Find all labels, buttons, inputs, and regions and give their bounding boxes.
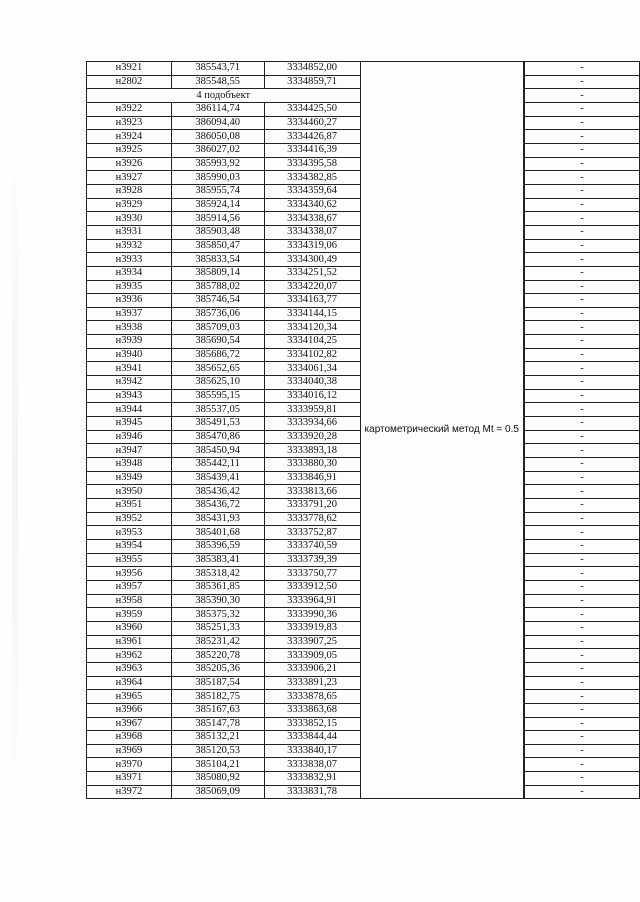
point-name-cell: н3921: [87, 62, 172, 76]
x-coordinate-cell: 385537,05: [171, 403, 264, 417]
x-coordinate-cell: 385167,63: [171, 703, 264, 717]
y-coordinate-cell: 3334220,07: [264, 280, 360, 294]
accuracy-dash-cell: -: [524, 649, 639, 663]
point-name-cell: н3972: [87, 785, 172, 799]
point-name-cell: н3938: [87, 321, 172, 335]
x-coordinate-cell: 385924,14: [171, 198, 264, 212]
point-name-cell: н3923: [87, 116, 172, 130]
accuracy-dash-cell: -: [524, 307, 639, 321]
y-coordinate-cell: 3333740,59: [264, 539, 360, 553]
x-coordinate-cell: 385470,86: [171, 430, 264, 444]
y-coordinate-cell: 3334319,06: [264, 239, 360, 253]
accuracy-dash-cell: -: [524, 731, 639, 745]
point-name-cell: н3946: [87, 430, 172, 444]
method-cell: [360, 62, 523, 799]
y-coordinate-cell: 3333907,25: [264, 635, 360, 649]
x-coordinate-cell: 385205,36: [171, 662, 264, 676]
x-coordinate-cell: 385652,65: [171, 362, 264, 376]
point-name-cell: н3970: [87, 758, 172, 772]
x-coordinate-cell: 385709,03: [171, 321, 264, 335]
point-name-cell: н3926: [87, 157, 172, 171]
x-coordinate-cell: 385788,02: [171, 280, 264, 294]
y-coordinate-cell: 3334859,71: [264, 75, 360, 89]
table-row: [87, 62, 640, 76]
point-name-cell: н3936: [87, 294, 172, 308]
accuracy-dash-cell: -: [524, 539, 639, 553]
y-coordinate-cell: 3333920,28: [264, 430, 360, 444]
point-name-cell: н3929: [87, 198, 172, 212]
y-coordinate-cell: 3334251,52: [264, 266, 360, 280]
accuracy-dash-cell: -: [524, 430, 639, 444]
accuracy-dash-cell: -: [524, 75, 639, 89]
point-name-cell: н3928: [87, 184, 172, 198]
point-name-cell: н3955: [87, 553, 172, 567]
y-coordinate-cell: 3334416,39: [264, 143, 360, 157]
point-name-cell: н3968: [87, 731, 172, 745]
accuracy-dash-cell: -: [524, 184, 639, 198]
y-coordinate-cell: 3333909,05: [264, 649, 360, 663]
x-coordinate-cell: 385187,54: [171, 676, 264, 690]
accuracy-dash-cell: -: [524, 512, 639, 526]
point-name-cell: н3956: [87, 567, 172, 581]
point-name-cell: н3930: [87, 212, 172, 226]
point-name-cell: н3959: [87, 608, 172, 622]
point-name-cell: н3935: [87, 280, 172, 294]
accuracy-dash-cell: -: [524, 444, 639, 458]
x-coordinate-cell: 385220,78: [171, 649, 264, 663]
point-name-cell: н3958: [87, 594, 172, 608]
y-coordinate-cell: 3334120,34: [264, 321, 360, 335]
point-name-cell: н3951: [87, 499, 172, 513]
y-coordinate-cell: 3334359,64: [264, 184, 360, 198]
accuracy-dash-cell: -: [524, 567, 639, 581]
y-coordinate-cell: 3333838,07: [264, 758, 360, 772]
accuracy-dash-cell: -: [524, 130, 639, 144]
accuracy-dash-cell: -: [524, 89, 639, 103]
y-coordinate-cell: 3333959,81: [264, 403, 360, 417]
point-name-cell: н3942: [87, 376, 172, 390]
point-name-cell: н3965: [87, 690, 172, 704]
x-coordinate-cell: 385431,93: [171, 512, 264, 526]
x-coordinate-cell: 385625,10: [171, 376, 264, 390]
y-coordinate-cell: 3334144,15: [264, 307, 360, 321]
point-name-cell: н3925: [87, 143, 172, 157]
x-coordinate-cell: 385543,71: [171, 62, 264, 76]
accuracy-dash-cell: -: [524, 703, 639, 717]
y-coordinate-cell: 3333846,91: [264, 471, 360, 485]
x-coordinate-cell: 385746,54: [171, 294, 264, 308]
accuracy-dash-cell: -: [524, 253, 639, 267]
x-coordinate-cell: 385069,09: [171, 785, 264, 799]
x-coordinate-cell: 385147,78: [171, 717, 264, 731]
accuracy-dash-cell: -: [524, 266, 639, 280]
y-coordinate-cell: 3334338,67: [264, 212, 360, 226]
accuracy-dash-cell: -: [524, 335, 639, 349]
point-name-cell: н3971: [87, 772, 172, 786]
point-name-cell: н3952: [87, 512, 172, 526]
point-name-cell: н3945: [87, 417, 172, 431]
accuracy-dash-cell: -: [524, 499, 639, 513]
y-coordinate-cell: 3334338,07: [264, 225, 360, 239]
point-name-cell: н3941: [87, 362, 172, 376]
x-coordinate-cell: 385390,30: [171, 594, 264, 608]
method-text: картометрический метод Mt = 0.5: [364, 424, 519, 436]
x-coordinate-cell: 386114,74: [171, 102, 264, 116]
y-coordinate-cell: 3333893,18: [264, 444, 360, 458]
accuracy-dash-cell: -: [524, 772, 639, 786]
x-coordinate-cell: 385690,54: [171, 335, 264, 349]
point-name-cell: н3933: [87, 253, 172, 267]
accuracy-dash-cell: -: [524, 621, 639, 635]
x-coordinate-cell: 385955,74: [171, 184, 264, 198]
accuracy-dash-cell: -: [524, 157, 639, 171]
x-coordinate-cell: 385231,42: [171, 635, 264, 649]
accuracy-dash-cell: -: [524, 417, 639, 431]
y-coordinate-cell: 3334040,38: [264, 376, 360, 390]
accuracy-dash-cell: -: [524, 403, 639, 417]
x-coordinate-cell: 385548,55: [171, 75, 264, 89]
y-coordinate-cell: 3333752,87: [264, 526, 360, 540]
y-coordinate-cell: 3334104,25: [264, 335, 360, 349]
y-coordinate-cell: 3333990,36: [264, 608, 360, 622]
point-name-cell: н3967: [87, 717, 172, 731]
accuracy-dash-cell: -: [524, 758, 639, 772]
accuracy-dash-cell: -: [524, 717, 639, 731]
accuracy-dash-cell: -: [524, 485, 639, 499]
y-coordinate-cell: 3333919,83: [264, 621, 360, 635]
accuracy-dash-cell: -: [524, 321, 639, 335]
y-coordinate-cell: 3333778,62: [264, 512, 360, 526]
y-coordinate-cell: 3334395,58: [264, 157, 360, 171]
x-coordinate-cell: 385990,03: [171, 171, 264, 185]
accuracy-dash-cell: -: [524, 116, 639, 130]
point-name-cell: н3950: [87, 485, 172, 499]
y-coordinate-cell: 3334102,82: [264, 348, 360, 362]
point-name-cell: н3934: [87, 266, 172, 280]
accuracy-dash-cell: -: [524, 676, 639, 690]
point-name-cell: н3954: [87, 539, 172, 553]
accuracy-dash-cell: -: [524, 102, 639, 116]
point-name-cell: н3940: [87, 348, 172, 362]
y-coordinate-cell: 3333739,39: [264, 553, 360, 567]
point-name-cell: н3966: [87, 703, 172, 717]
x-coordinate-cell: 385120,53: [171, 744, 264, 758]
x-coordinate-cell: 385903,48: [171, 225, 264, 239]
accuracy-dash-cell: -: [524, 594, 639, 608]
x-coordinate-cell: 385396,59: [171, 539, 264, 553]
x-coordinate-cell: 385182,75: [171, 690, 264, 704]
y-coordinate-cell: 3333750,77: [264, 567, 360, 581]
accuracy-dash-cell: -: [524, 376, 639, 390]
y-coordinate-cell: 3334300,49: [264, 253, 360, 267]
y-coordinate-cell: 3333863,68: [264, 703, 360, 717]
x-coordinate-cell: 385450,94: [171, 444, 264, 458]
accuracy-dash-cell: -: [524, 294, 639, 308]
point-name-cell: н3960: [87, 621, 172, 635]
y-coordinate-cell: 3333831,78: [264, 785, 360, 799]
y-coordinate-cell: 3333912,50: [264, 580, 360, 594]
y-coordinate-cell: 3334852,00: [264, 62, 360, 76]
y-coordinate-cell: 3333840,17: [264, 744, 360, 758]
point-name-cell: н3963: [87, 662, 172, 676]
x-coordinate-cell: 385686,72: [171, 348, 264, 362]
point-name-cell: н3949: [87, 471, 172, 485]
x-coordinate-cell: 385914,56: [171, 212, 264, 226]
y-coordinate-cell: 3333878,65: [264, 690, 360, 704]
x-coordinate-cell: 386050,08: [171, 130, 264, 144]
y-coordinate-cell: 3333791,20: [264, 499, 360, 513]
accuracy-dash-cell: -: [524, 635, 639, 649]
y-coordinate-cell: 3334340,62: [264, 198, 360, 212]
accuracy-dash-cell: -: [524, 62, 639, 76]
point-name-cell: н3927: [87, 171, 172, 185]
x-coordinate-cell: 386027,02: [171, 143, 264, 157]
y-coordinate-cell: 3334425,50: [264, 102, 360, 116]
accuracy-dash-cell: -: [524, 280, 639, 294]
y-coordinate-cell: 3334163,77: [264, 294, 360, 308]
point-name-cell: н3957: [87, 580, 172, 594]
accuracy-dash-cell: -: [524, 608, 639, 622]
y-coordinate-cell: 3334460,27: [264, 116, 360, 130]
x-coordinate-cell: 385439,41: [171, 471, 264, 485]
point-name-cell: н2802: [87, 75, 172, 89]
x-coordinate-cell: 385442,11: [171, 458, 264, 472]
x-coordinate-cell: 385809,14: [171, 266, 264, 280]
x-coordinate-cell: 385595,15: [171, 389, 264, 403]
x-coordinate-cell: 385375,32: [171, 608, 264, 622]
y-coordinate-cell: 3333934,66: [264, 417, 360, 431]
y-coordinate-cell: 3333813,66: [264, 485, 360, 499]
x-coordinate-cell: 385104,21: [171, 758, 264, 772]
x-coordinate-cell: 385993,92: [171, 157, 264, 171]
accuracy-dash-cell: -: [524, 143, 639, 157]
point-name-cell: н3924: [87, 130, 172, 144]
accuracy-dash-cell: -: [524, 744, 639, 758]
accuracy-dash-cell: -: [524, 690, 639, 704]
accuracy-dash-cell: -: [524, 225, 639, 239]
y-coordinate-cell: 3333891,23: [264, 676, 360, 690]
subobject-label: 4 подобъект: [87, 89, 361, 103]
accuracy-dash-cell: -: [524, 471, 639, 485]
x-coordinate-cell: 385833,54: [171, 253, 264, 267]
coordinates-table-body: [87, 62, 640, 799]
accuracy-dash-cell: -: [524, 348, 639, 362]
x-coordinate-cell: 385361,85: [171, 580, 264, 594]
y-coordinate-cell: 3334426,87: [264, 130, 360, 144]
x-coordinate-cell: 385080,92: [171, 772, 264, 786]
point-name-cell: н3964: [87, 676, 172, 690]
point-name-cell: н3943: [87, 389, 172, 403]
accuracy-dash-cell: -: [524, 171, 639, 185]
x-coordinate-cell: 385251,33: [171, 621, 264, 635]
accuracy-dash-cell: -: [524, 389, 639, 403]
point-name-cell: н3931: [87, 225, 172, 239]
accuracy-dash-cell: -: [524, 662, 639, 676]
accuracy-dash-cell: -: [524, 526, 639, 540]
point-name-cell: н3947: [87, 444, 172, 458]
point-name-cell: н3932: [87, 239, 172, 253]
x-coordinate-cell: 385736,06: [171, 307, 264, 321]
accuracy-dash-cell: -: [524, 580, 639, 594]
y-coordinate-cell: 3333844,44: [264, 731, 360, 745]
point-name-cell: н3969: [87, 744, 172, 758]
scan-margin-shadow: [12, 120, 18, 820]
y-coordinate-cell: 3333880,30: [264, 458, 360, 472]
x-coordinate-cell: 385132,21: [171, 731, 264, 745]
accuracy-dash-cell: -: [524, 212, 639, 226]
y-coordinate-cell: 3334016,12: [264, 389, 360, 403]
accuracy-dash-cell: -: [524, 553, 639, 567]
accuracy-dash-cell: -: [524, 362, 639, 376]
point-name-cell: н3937: [87, 307, 172, 321]
y-coordinate-cell: 3333964,91: [264, 594, 360, 608]
x-coordinate-cell: 385436,42: [171, 485, 264, 499]
y-coordinate-cell: 3334061,34: [264, 362, 360, 376]
accuracy-dash-cell: -: [524, 198, 639, 212]
x-coordinate-cell: 385436,72: [171, 499, 264, 513]
accuracy-dash-cell: -: [524, 239, 639, 253]
x-coordinate-cell: 385383,41: [171, 553, 264, 567]
x-coordinate-cell: 385401,68: [171, 526, 264, 540]
point-name-cell: н3939: [87, 335, 172, 349]
y-coordinate-cell: 3333832,91: [264, 772, 360, 786]
y-coordinate-cell: 3333906,21: [264, 662, 360, 676]
x-coordinate-cell: 385318,42: [171, 567, 264, 581]
point-name-cell: н3961: [87, 635, 172, 649]
x-coordinate-cell: 385850,47: [171, 239, 264, 253]
point-name-cell: н3944: [87, 403, 172, 417]
x-coordinate-cell: 386094,40: [171, 116, 264, 130]
point-name-cell: н3962: [87, 649, 172, 663]
accuracy-dash-cell: -: [524, 785, 639, 799]
accuracy-dash-cell: -: [524, 458, 639, 472]
point-name-cell: н3922: [87, 102, 172, 116]
point-name-cell: н3953: [87, 526, 172, 540]
coordinates-table: [86, 61, 640, 799]
y-coordinate-cell: 3333852,15: [264, 717, 360, 731]
y-coordinate-cell: 3334382,85: [264, 171, 360, 185]
x-coordinate-cell: 385491,53: [171, 417, 264, 431]
point-name-cell: н3948: [87, 458, 172, 472]
